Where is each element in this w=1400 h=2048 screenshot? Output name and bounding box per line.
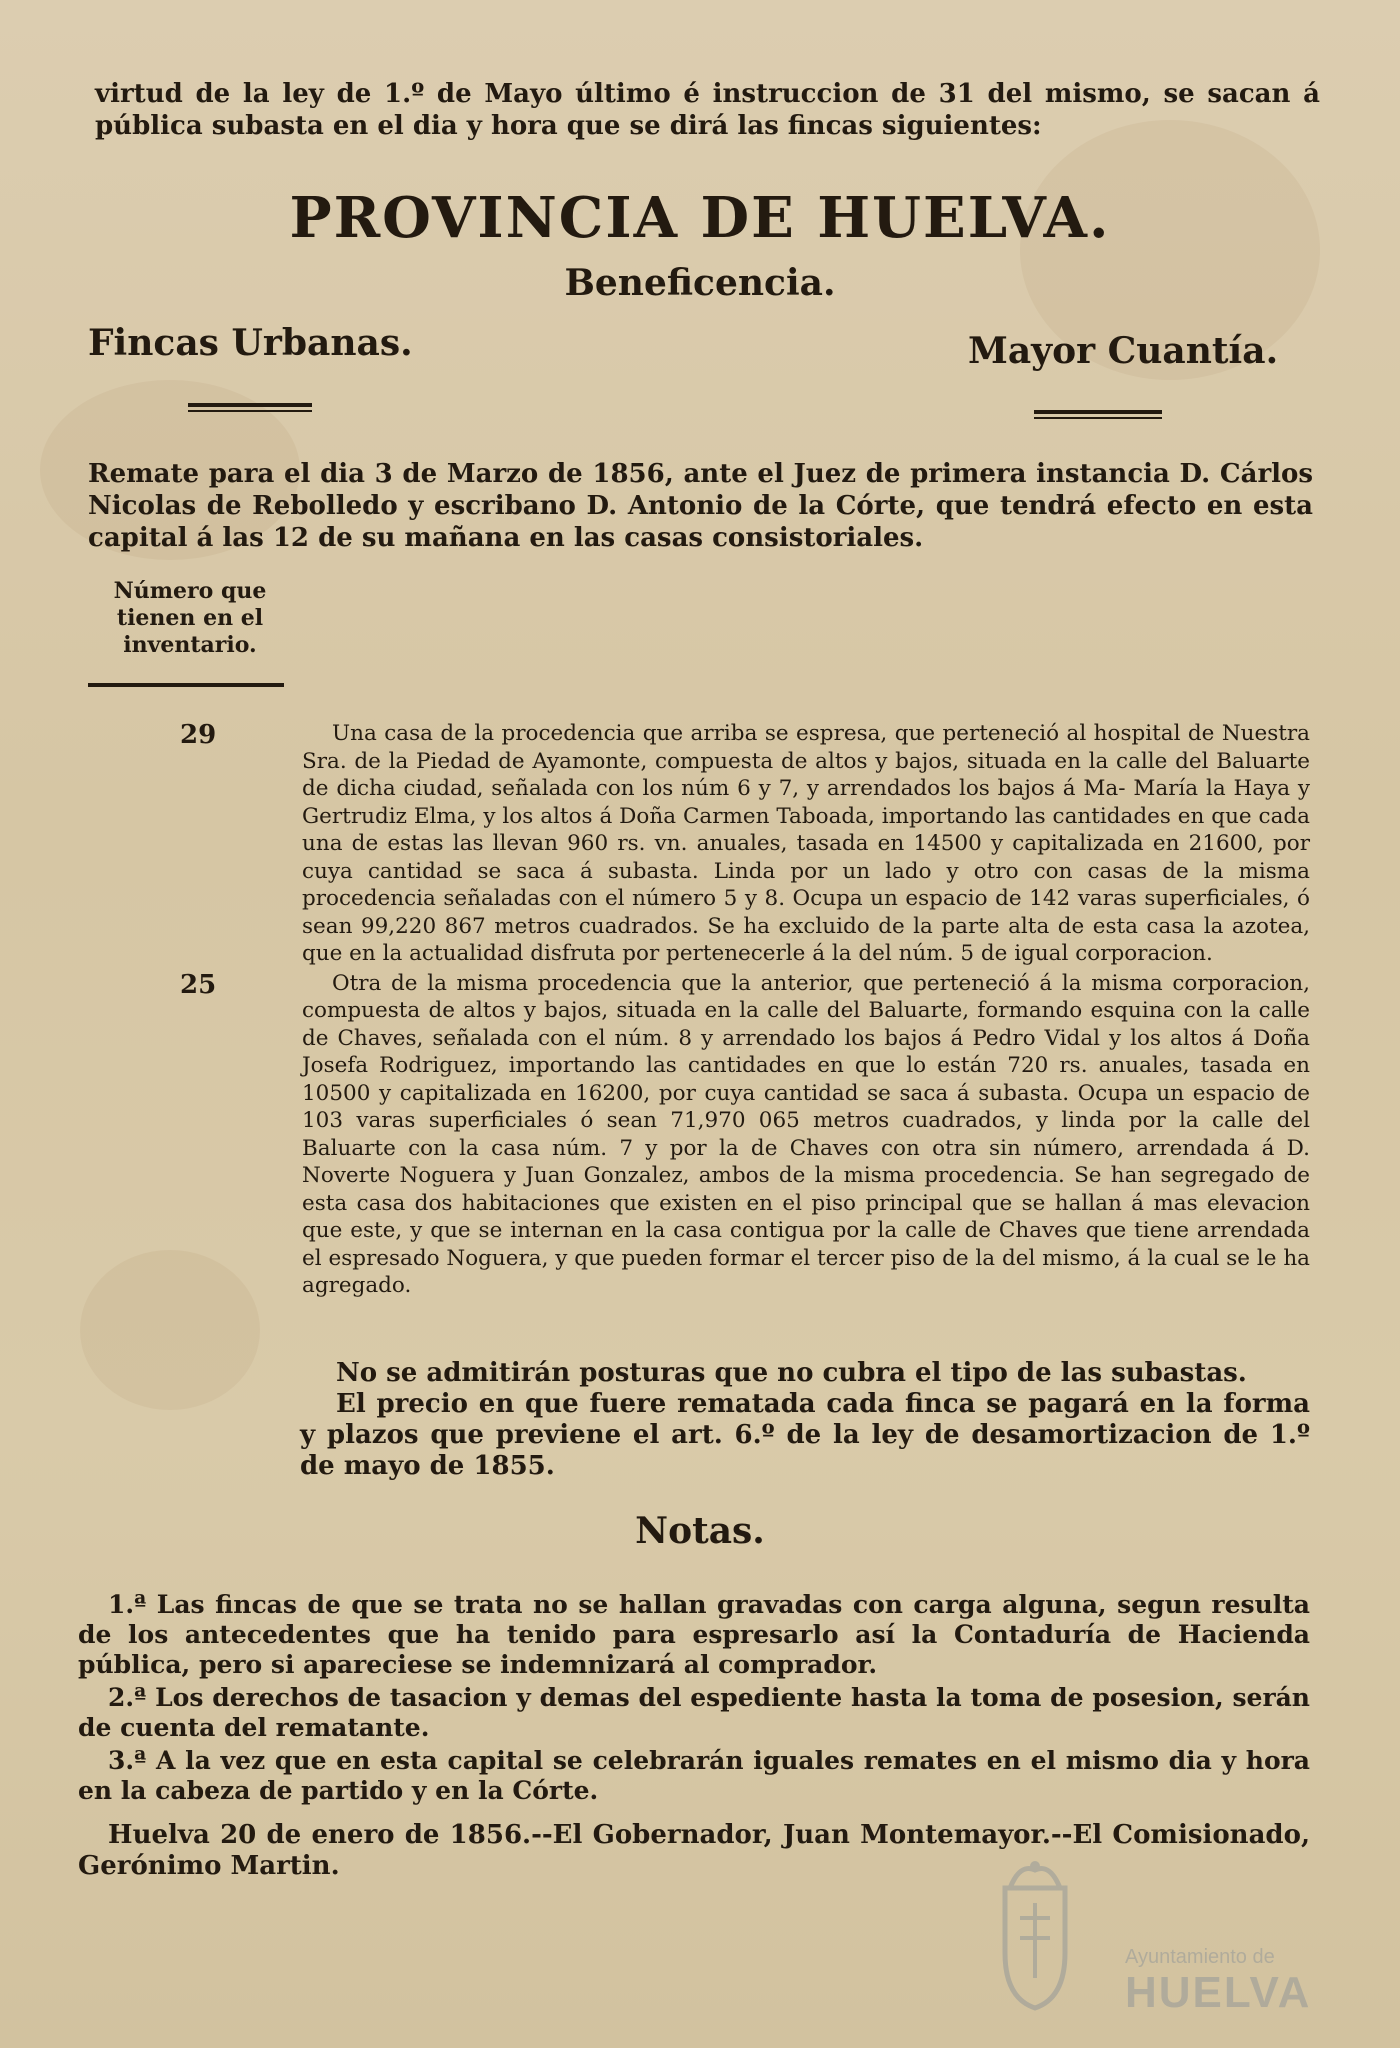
column-heading-rule [88,683,284,687]
note-item: 2.ª Los derechos de tasacion y demas del espediente hasta la toma de posesion, serán de cuenta del rematante. [78,1683,1310,1742]
archive-watermark [985,1858,1335,2018]
closing-conditions [300,1358,1310,1482]
inventory-number: 25 [180,969,217,1000]
section-subtitle: Beneficencia. [564,262,836,304]
notes-heading: Notas. [635,1510,765,1552]
note-item: 3.ª A la vez que en esta capital se celebrarán iguales remates en el mismo dia y hora en la cabeza de partido y en la Córte. [78,1746,1310,1805]
remate-paragraph: Remate para el dia 3 de Marzo de 1856, ante el Juez de primera instancia D. Cárlos Nicolas de Rebolledo y escribano D. Antonio de la Córte, que tendrá efecto en esta capital á las 12 de su mañana en las casas consistoriales. [88,459,1313,553]
page-title: PROVINCIA DE HUELVA. [289,185,1111,251]
coat-of-arms-icon [985,1858,1085,2013]
right-heading: Mayor Cuantía. [968,330,1279,372]
closing-paragraph: No se admitirán posturas que no cubra el tipo de las subastas. [336,1358,1247,1388]
closing-paragraph: El precio en que fuere rematada cada finca se pagará en la forma y plazos que previene el art. 6.º de la ley de desamortizacion de 1.º de mayo de 1855. [300,1389,1310,1481]
property-description: Una casa de la procedencia que arriba se espresa, que perteneció al hospital de Nuestra Sra. de la Piedad de Ayamonte, compuesta de altos y bajos, situada en la calle del Baluarte de dicha ciudad, señalada con los núm 6 y 7, y arrendados los bajos á Ma- María la Haya y Gertrudiz Elma, y los altos á Doña Carmen Taboada, importando las cantidades en que cada una de estas las llevan 960 rs. vn. anuales, tasada en 14500 y capitalizada en 21600, por cuya cantidad se saca á subasta. Linda por un lado y otro con casas de la misma procedencia señaladas con el número 5 y 8. Ocupa un espacio de 142 varas superficiales, ó sean 99,220 867 metros cuadrados. Se ha excluido de la parte alta de esta casa la azotea, que en la actualidad disfruta por pertenecerle á la del núm. 5 de igual corporacion. [302,721,1310,966]
signature-line: Huelva 20 de enero de 1856.--El Gobernador, Juan Montemayor.--El Comisionado, Gerónimo Martin. [78,1820,1310,1881]
watermark-line-2: HUELVA [1125,1968,1312,2017]
heading-rule-right [1034,410,1162,419]
property-list [150,720,1310,1300]
property-description: Otra de la misma procedencia que la anterior, que perteneció á la misma corporacion, compuesta de altos y bajos, situada en la calle del Baluarte, formando esquina con la calle de Chaves, señalada con el núm. 8 y arrendado los bajos á Pedro Vidal y los altos á Doña Josefa Rodriguez, importando las cantidades en que lo están 720 rs. anuales, tasada en 10500 y capitalizada en 16200, por cuya cantidad se saca á subasta. Ocupa un espacio de 103 varas superficiales ó sean 71,970 065 metros cuadrados, y linda por la calle del Baluarte con la casa núm. 7 y por la de Chaves con otra sin número, arrendada á D. Noverte Noguera y Juan Gonzalez, ambos de la misma procedencia. Se han segregado de esta casa dos habitaciones que existen en el piso principal que se hallan á mas elevacion que este, y que se internan en la casa contigua por la calle de Chaves que tiene arrendada el espresado Noguera, y que pueden formar el tercer piso de la del mismo, á la cual se le ha agregado. [302,970,1310,1298]
property-entry [150,970,1310,1300]
inventory-number: 29 [180,720,217,750]
note-item: 1.ª Las fincas de que se trata no se hallan gravadas con carga alguna, segun resulta de los antecedentes que ha tenido para espresarlo así la Contaduría de Hacienda pública, pero si apareciese se indemnizará al comprador. [78,1590,1310,1679]
watermark-line-1: Ayuntamiento de [1125,1946,1275,1968]
property-entry [150,720,1310,968]
left-heading: Fincas Urbanas. [88,322,413,364]
intro-paragraph: virtud de la ley de 1.º de Mayo último é instruccion de 31 del mismo, se sacan á pública subasta en el dia y hora que se dirá las fincas siguientes: [95,79,1320,141]
heading-rule-left [188,403,312,412]
inventory-column-heading: Número que tienen en el inventario. [113,578,267,658]
notes-list [78,1590,1310,1809]
